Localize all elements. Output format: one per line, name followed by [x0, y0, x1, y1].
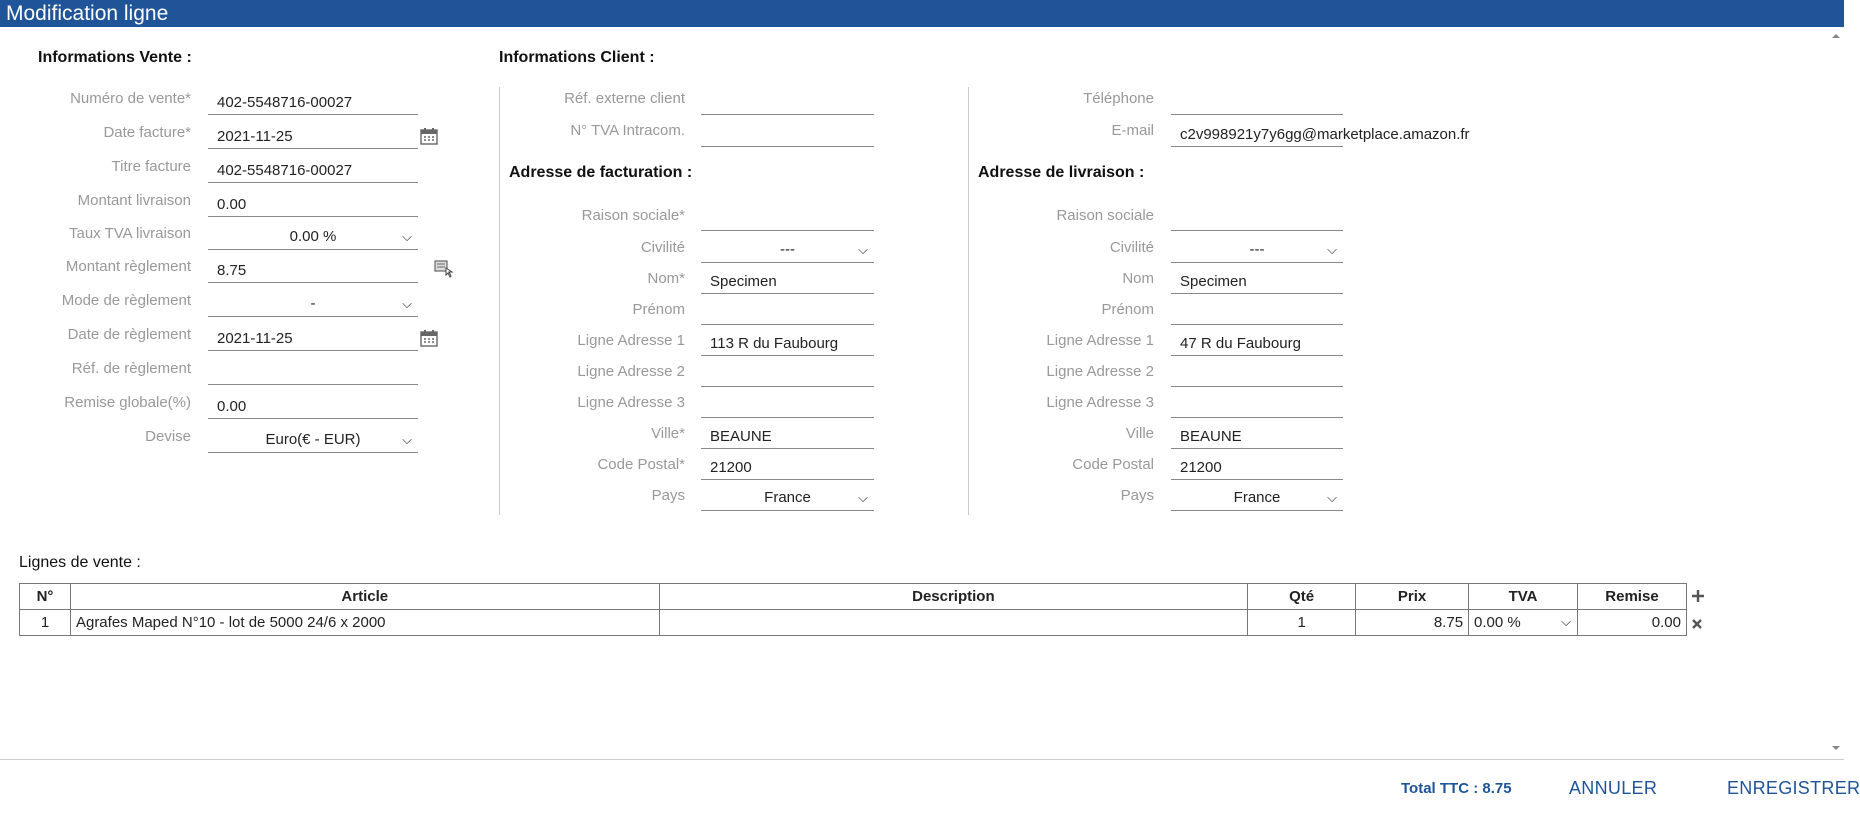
liv-cp-field[interactable]: 21200: [1171, 453, 1343, 480]
cell-article[interactable]: Agrafes Maped N°10 - lot de 5000 24/6 x 2000: [70, 610, 659, 636]
fact-cp-field[interactable]: 21200: [701, 453, 874, 480]
liv-adr2-field[interactable]: [1171, 360, 1343, 387]
chevron-down-icon: ⌵: [402, 432, 412, 447]
liv-prenom-field[interactable]: [1171, 298, 1343, 325]
liv-pays-select[interactable]: [1171, 484, 1343, 511]
label-fact-pays: Pays: [651, 487, 685, 504]
calendar-icon[interactable]: [420, 329, 438, 347]
plus-icon[interactable]: [1690, 588, 1706, 604]
fact-pays-select[interactable]: [701, 484, 874, 511]
chevron-down-icon: ⌵: [858, 490, 868, 505]
label-date-reglement: Date de règlement: [67, 326, 191, 343]
label-fact-raison: Raison sociale*: [581, 207, 685, 224]
label-taux-tva-livraison: Taux TVA livraison: [69, 225, 191, 242]
ref-reglement-field[interactable]: [208, 358, 418, 385]
sales-lines-table: [19, 583, 1687, 636]
close-icon[interactable]: [1690, 617, 1704, 631]
titre-facture-field[interactable]: 402-5548716-00027: [208, 156, 418, 183]
montant-reglement-field[interactable]: 8.75: [208, 256, 418, 283]
table-header-row: [20, 584, 1687, 610]
fact-adr2-field[interactable]: [701, 360, 874, 387]
fact-ville-field[interactable]: BEAUNE: [701, 422, 874, 449]
date-facture-field[interactable]: 2021-11-25: [208, 122, 418, 149]
label-devise: Devise: [145, 428, 191, 445]
cell-remise[interactable]: 0.00: [1577, 610, 1686, 636]
email-field[interactable]: c2v998921y7y6gg@marketplace.amazon.fr: [1171, 120, 1343, 147]
label-numero-vente: Numéro de vente*: [70, 90, 191, 107]
column-header-qte: Qté: [1248, 584, 1356, 610]
label-liv-cp: Code Postal: [1072, 456, 1154, 473]
section-title-livraison: Adresse de livraison :: [978, 164, 1145, 181]
label-fact-ville: Ville*: [651, 425, 685, 442]
mode-reglement-value: -: [310, 295, 316, 312]
chevron-down-icon: ⌵: [858, 242, 868, 257]
label-liv-prenom: Prénom: [1101, 301, 1154, 318]
section-title-facturation: Adresse de facturation :: [509, 164, 693, 181]
taux-tva-livraison-value: 0.00 %: [289, 228, 337, 245]
numero-vente-field[interactable]: 402-5548716-00027: [208, 88, 418, 115]
label-fact-adr1: Ligne Adresse 1: [577, 332, 685, 349]
cell-prix[interactable]: 8.75: [1356, 610, 1469, 636]
divider-livraison: [968, 87, 969, 515]
chevron-down-icon: ⌵: [1327, 490, 1337, 505]
ref-externe-field[interactable]: [701, 88, 874, 115]
telephone-field[interactable]: [1171, 88, 1343, 115]
window-title: Modification ligne: [0, 0, 1844, 27]
save-button[interactable]: ENREGISTRER: [1727, 778, 1860, 798]
column-header-tva: TVA: [1469, 584, 1578, 610]
total-ttc: Total TTC : 8.75: [1401, 780, 1512, 797]
label-fact-nom: Nom*: [647, 270, 685, 287]
cell-num: 1: [20, 610, 71, 636]
label-liv-adr3: Ligne Adresse 3: [1046, 394, 1154, 411]
label-liv-nom: Nom: [1122, 270, 1154, 287]
fact-prenom-field[interactable]: [701, 298, 874, 325]
chevron-down-icon: ⌵: [1561, 614, 1571, 629]
remise-globale-field[interactable]: 0.00: [208, 392, 418, 419]
column-header-remise: Remise: [1577, 584, 1686, 610]
fact-raison-field[interactable]: [701, 204, 874, 231]
devise-value: Euro(€ - EUR): [265, 431, 361, 448]
label-liv-raison: Raison sociale: [1056, 207, 1154, 224]
label-date-facture: Date facture*: [103, 124, 191, 141]
label-montant-reglement: Montant règlement: [65, 258, 191, 275]
fact-adr3-field[interactable]: [701, 391, 874, 418]
label-ref-externe: Réf. externe client: [564, 90, 685, 107]
section-title-vente: Informations Vente :: [38, 49, 192, 66]
cell-description[interactable]: [659, 610, 1248, 636]
footer-divider: [0, 759, 1844, 760]
form-content: [0, 27, 1844, 758]
column-header-description: Description: [659, 584, 1248, 610]
liv-adr3-field[interactable]: [1171, 391, 1343, 418]
date-reglement-field[interactable]: 2021-11-25: [208, 324, 418, 351]
fact-civilite-select[interactable]: [701, 236, 874, 263]
chevron-down-icon: ⌵: [402, 296, 412, 311]
taux-tva-livraison-select[interactable]: [208, 223, 418, 250]
label-fact-civilite: Civilité: [640, 239, 685, 256]
label-fact-prenom: Prénom: [632, 301, 685, 318]
table-row: [20, 610, 1687, 636]
montant-livraison-field[interactable]: 0.00: [208, 190, 418, 217]
mode-reglement-select[interactable]: [208, 290, 418, 317]
fact-adr1-field[interactable]: 113 R du Faubourg: [701, 329, 874, 356]
liv-raison-field[interactable]: [1171, 204, 1343, 231]
cell-qte[interactable]: 1: [1248, 610, 1356, 636]
liv-ville-field[interactable]: BEAUNE: [1171, 422, 1343, 449]
column-header-num: N°: [20, 584, 71, 610]
label-liv-adr2: Ligne Adresse 2: [1046, 363, 1154, 380]
label-montant-livraison: Montant livraison: [77, 192, 191, 209]
fact-civilite-value: ---: [780, 241, 795, 258]
fact-nom-field[interactable]: Specimen: [701, 267, 874, 294]
calendar-icon[interactable]: [420, 127, 438, 145]
label-mode-reglement: Mode de règlement: [61, 292, 191, 309]
liv-nom-field[interactable]: Specimen: [1171, 267, 1343, 294]
fact-pays-value: France: [764, 489, 811, 506]
liv-civilite-select[interactable]: [1171, 236, 1343, 263]
cell-tva-select[interactable]: [1469, 610, 1578, 636]
label-liv-adr1: Ligne Adresse 1: [1046, 332, 1154, 349]
column-header-prix: Prix: [1356, 584, 1469, 610]
label-telephone: Téléphone: [1083, 90, 1154, 107]
devise-select[interactable]: [208, 426, 418, 453]
label-fact-adr3: Ligne Adresse 3: [577, 394, 685, 411]
chevron-down-icon: ⌵: [402, 229, 412, 244]
liv-adr1-field[interactable]: 47 R du Faubourg: [1171, 329, 1343, 356]
label-email: E-mail: [1111, 122, 1154, 139]
cell-tva-value: 0.00 %: [1474, 614, 1521, 631]
divider-client: [499, 87, 500, 515]
label-tva-intracom: N° TVA Intracom.: [570, 122, 685, 139]
section-title-client: Informations Client :: [499, 49, 655, 66]
cancel-button[interactable]: ANNULER: [1569, 778, 1658, 798]
label-liv-civilite: Civilité: [1109, 239, 1154, 256]
section-title-lignes: Lignes de vente :: [19, 554, 141, 571]
label-fact-cp: Code Postal*: [597, 456, 685, 473]
label-titre-facture: Titre facture: [111, 158, 191, 175]
tva-intracom-field[interactable]: [701, 120, 874, 147]
label-remise-globale: Remise globale(%): [64, 394, 191, 411]
label-fact-adr2: Ligne Adresse 2: [577, 363, 685, 380]
liv-pays-value: France: [1233, 489, 1281, 506]
column-header-article: Article: [70, 584, 659, 610]
label-liv-pays: Pays: [1120, 487, 1154, 504]
chevron-down-icon: ⌵: [1327, 242, 1337, 257]
calculator-icon[interactable]: [434, 260, 454, 278]
label-liv-ville: Ville: [1125, 425, 1154, 442]
liv-civilite-value: ---: [1249, 241, 1265, 258]
label-ref-reglement: Réf. de règlement: [71, 360, 191, 377]
